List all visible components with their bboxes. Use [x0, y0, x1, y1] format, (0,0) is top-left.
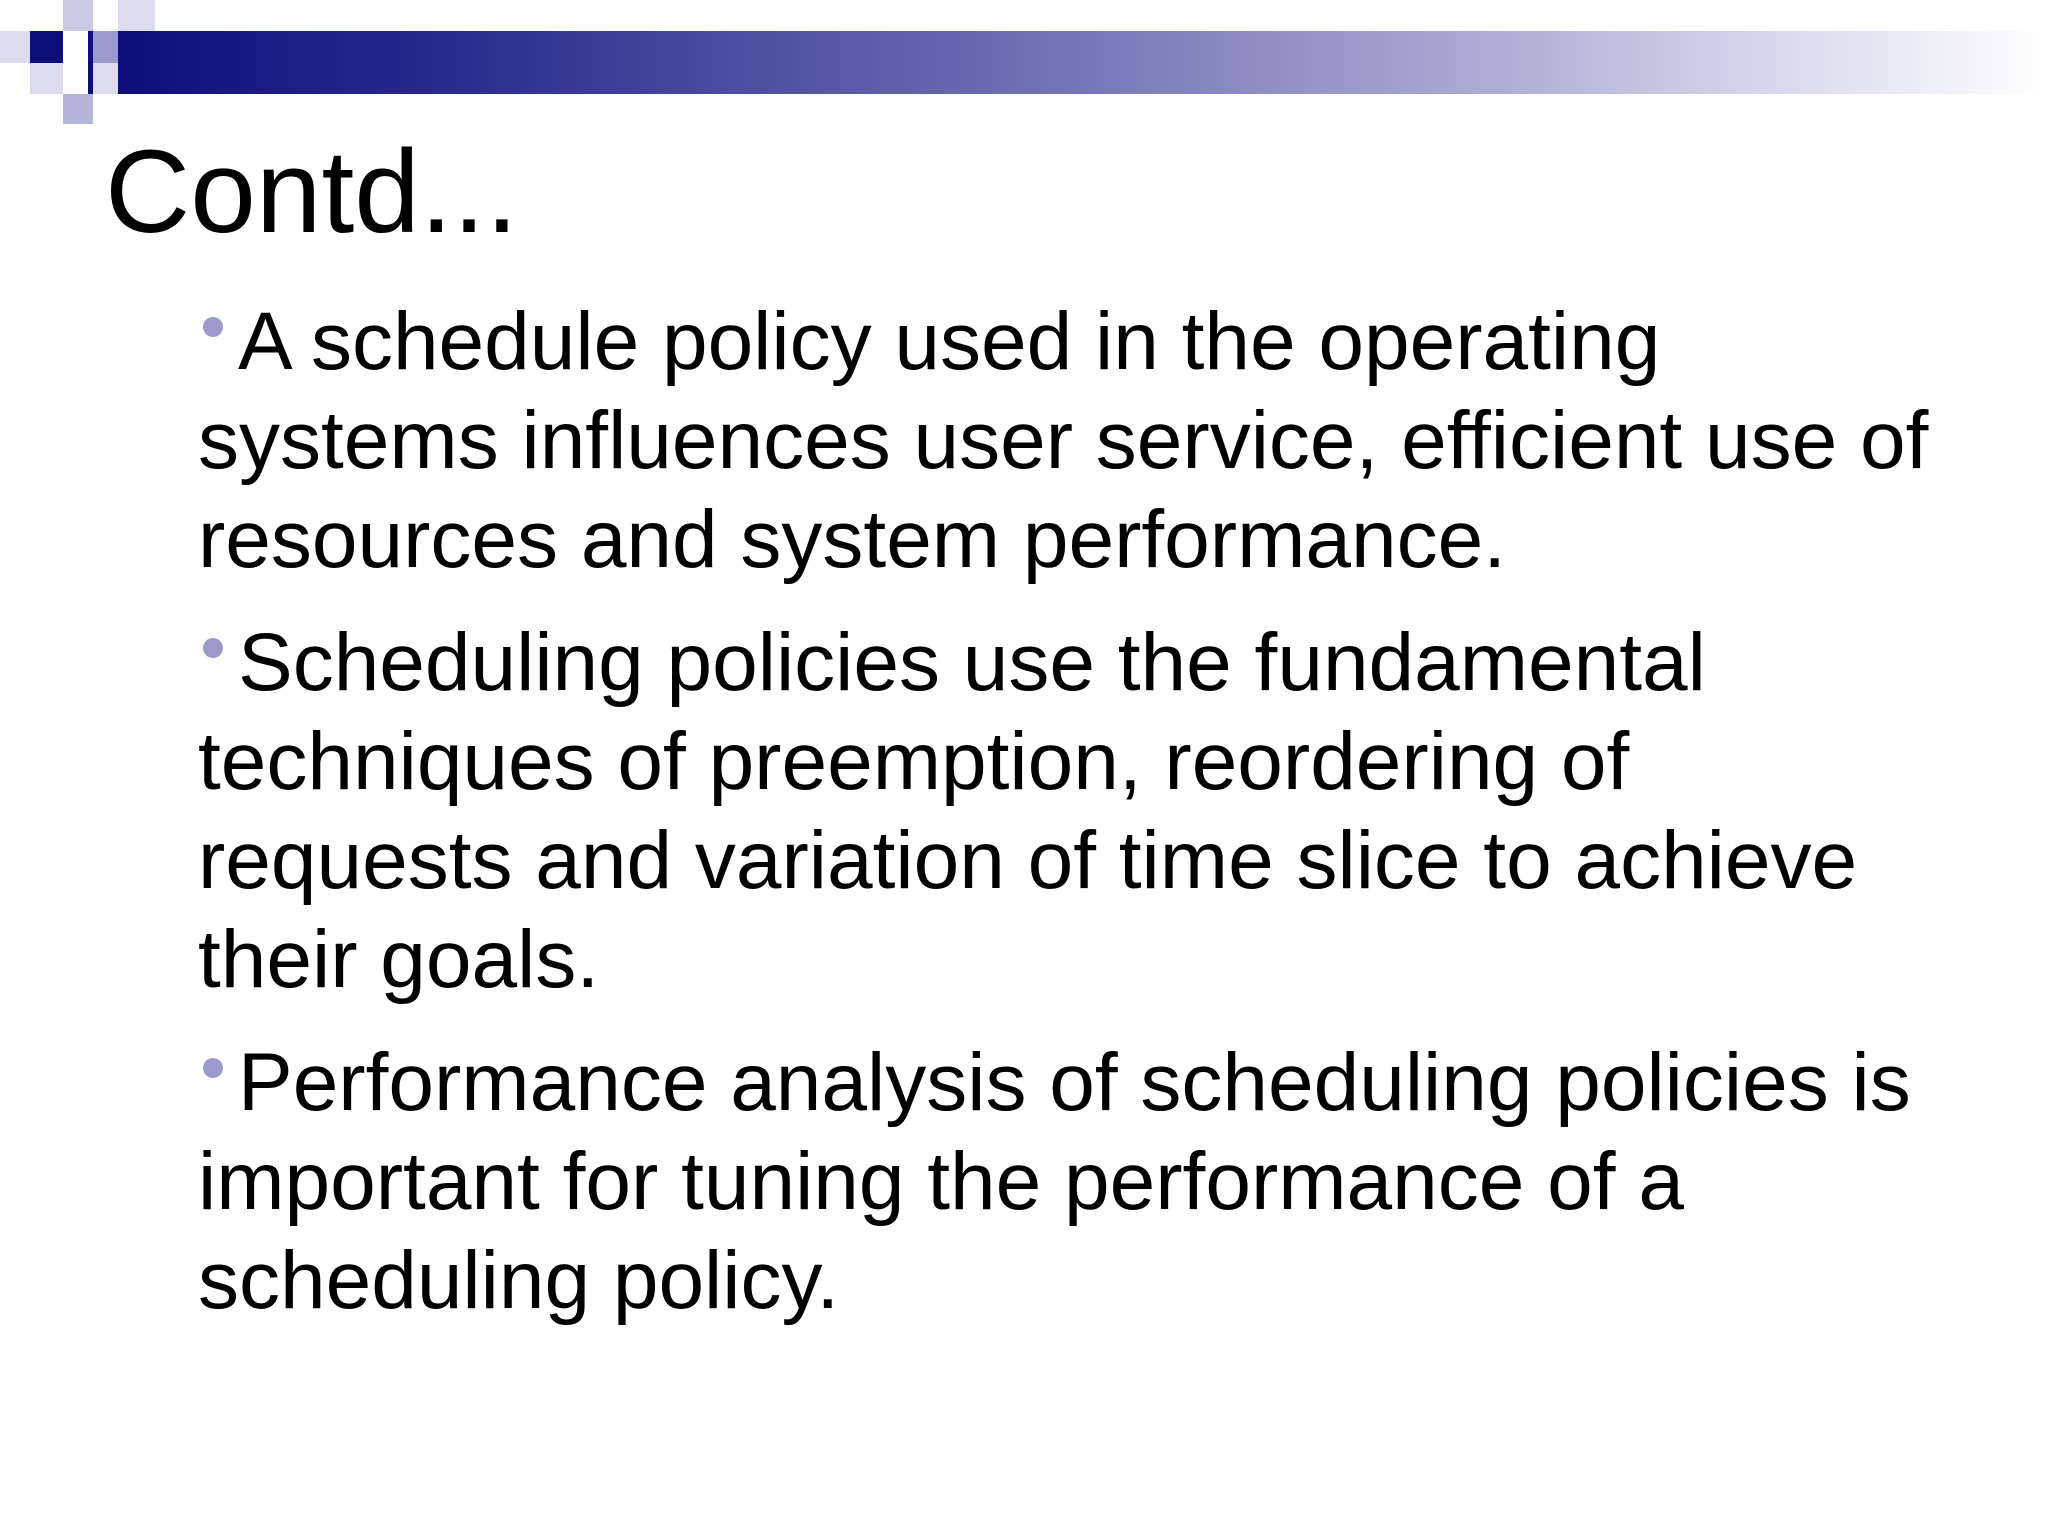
bullet-text: Scheduling policies use the fundamental techniques of preemption, reordering of requests and variation of time slice to achieve their goals.	[198, 617, 1858, 1005]
decorative-square	[30, 63, 63, 94]
bullet-item	[198, 1033, 1958, 1330]
header-gradient-band	[118, 31, 2048, 94]
decorative-square	[93, 63, 118, 94]
bullet-dot-icon	[203, 638, 223, 658]
bullet-text: Performance analysis of scheduling policies is important for tuning the performance of a scheduling policy.	[198, 1037, 1911, 1326]
bullet-dot-icon	[203, 317, 223, 337]
decorative-square	[0, 31, 30, 63]
bullet-item	[198, 613, 1958, 1009]
decorative-square	[63, 0, 93, 31]
bullet-text: A schedule policy used in the operating systems influences user service, efficient use of resources and system performance.	[198, 296, 1929, 585]
slide-title: Contd...	[105, 126, 519, 258]
bullet-list	[198, 292, 1958, 1354]
bullet-item	[198, 292, 1958, 589]
decorative-square	[118, 0, 155, 31]
decorative-square	[63, 94, 93, 124]
decorative-square	[30, 31, 63, 63]
decorative-square	[93, 31, 118, 63]
bullet-dot-icon	[203, 1058, 223, 1078]
